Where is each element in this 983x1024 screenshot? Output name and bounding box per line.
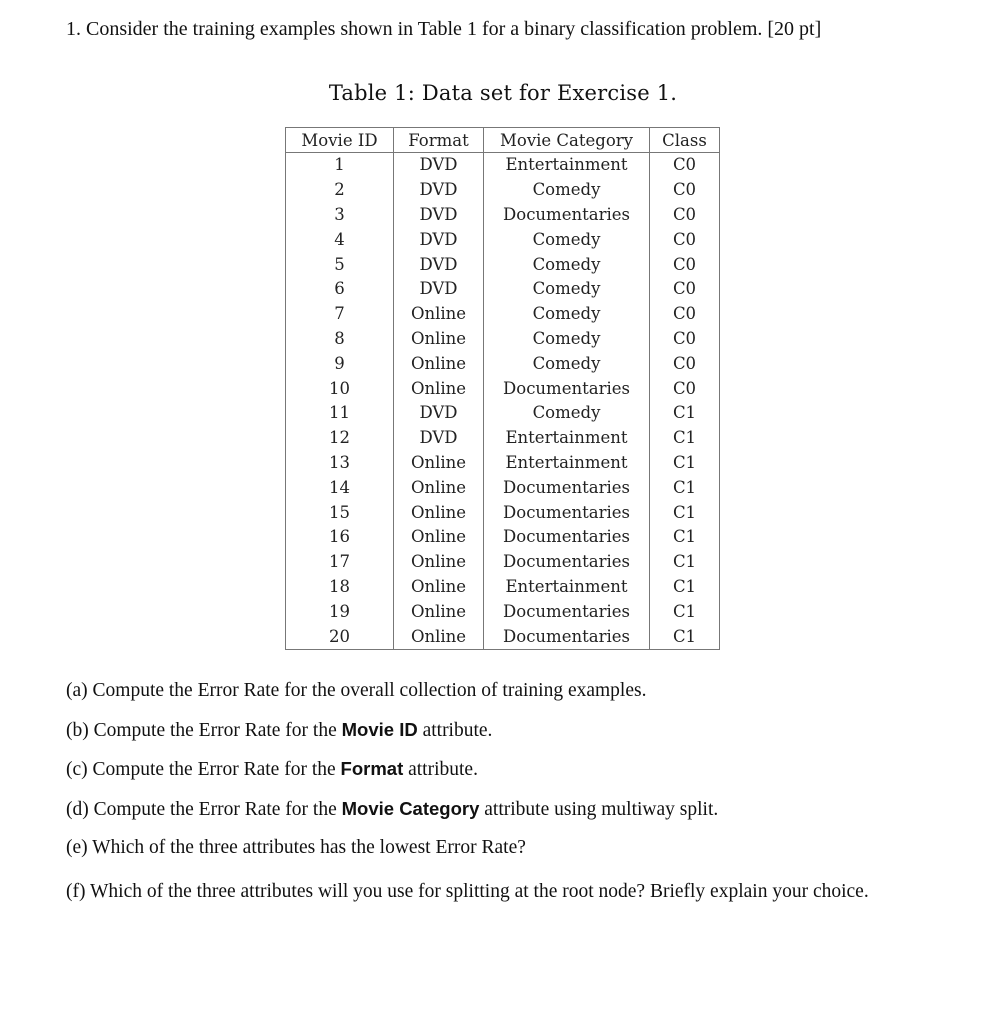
cell-format: Online [394, 624, 484, 649]
cell-movie-category: Entertainment [484, 426, 650, 451]
table-row [286, 327, 720, 352]
cell-class: C1 [650, 599, 720, 624]
cell-format: Online [394, 302, 484, 327]
cell-movie-id: 16 [286, 525, 394, 550]
cell-class: C0 [650, 351, 720, 376]
table-row [286, 203, 720, 228]
task-b [66, 715, 946, 754]
cell-format: Online [394, 525, 484, 550]
cell-movie-id: 13 [286, 451, 394, 476]
cell-movie-category: Comedy [484, 252, 650, 277]
cell-class: C1 [650, 575, 720, 600]
cell-movie-category: Entertainment [484, 153, 650, 178]
cell-format: DVD [394, 277, 484, 302]
task-f-text: (f) Which of the three attributes will you use for splitting at the root node? Briefly explain your choice. [66, 880, 869, 902]
cell-class: C0 [650, 376, 720, 401]
table-row [286, 575, 720, 600]
cell-class: C1 [650, 426, 720, 451]
cell-movie-id: 12 [286, 426, 394, 451]
table-row [286, 277, 720, 302]
table-row [286, 401, 720, 426]
task-b-keyword: Movie ID [341, 719, 418, 741]
cell-class: C1 [650, 624, 720, 649]
cell-class: C0 [650, 302, 720, 327]
table-row [286, 451, 720, 476]
cell-format: DVD [394, 153, 484, 178]
table-row [286, 599, 720, 624]
table-caption: Table 1: Data set for Exercise 1. [328, 81, 678, 105]
cell-movie-category: Comedy [484, 277, 650, 302]
cell-movie-category: Documentaries [484, 550, 650, 575]
task-d-suffix: attribute using multiway split. [479, 798, 719, 820]
cell-movie-category: Comedy [484, 302, 650, 327]
task-c-suffix: attribute. [403, 759, 478, 781]
header-class: Class [650, 128, 720, 153]
cell-class: C1 [650, 525, 720, 550]
cell-class: C0 [650, 277, 720, 302]
header-movie-id: Movie ID [286, 128, 394, 153]
table-row [286, 624, 720, 649]
cell-movie-id: 15 [286, 500, 394, 525]
table-row [286, 525, 720, 550]
task-c [66, 754, 946, 793]
task-b-suffix: attribute. [417, 720, 493, 742]
table-row [286, 178, 720, 203]
task-c-keyword: Format [340, 758, 404, 780]
table-body [286, 153, 720, 650]
task-b-text: (b) Compute the Error Rate for the [66, 720, 342, 742]
cell-movie-category: Comedy [484, 327, 650, 352]
cell-class: C1 [650, 550, 720, 575]
cell-class: C1 [650, 500, 720, 525]
cell-format: Online [394, 475, 484, 500]
cell-format: Online [394, 351, 484, 376]
task-e-text: (e) Which of the three attributes has the lowest Error Rate? [66, 836, 526, 858]
task-a-text: (a) Compute the Error Rate for the overall collection of training examples. [66, 680, 647, 701]
cell-format: Online [394, 599, 484, 624]
cell-movie-category: Comedy [484, 401, 650, 426]
cell-format: DVD [394, 203, 484, 228]
cell-class: C1 [650, 475, 720, 500]
cell-format: DVD [394, 227, 484, 252]
cell-format: Online [394, 451, 484, 476]
header-movie-category: Movie Category [484, 128, 650, 153]
cell-format: DVD [394, 426, 484, 451]
task-c-text: (c) Compute the Error Rate for the [66, 759, 341, 781]
cell-movie-id: 3 [286, 203, 394, 228]
cell-movie-category: Entertainment [484, 451, 650, 476]
header-format: Format [394, 128, 484, 153]
cell-format: Online [394, 327, 484, 352]
cell-format: Online [394, 550, 484, 575]
table-row [286, 426, 720, 451]
cell-class: C0 [650, 203, 720, 228]
cell-class: C0 [650, 252, 720, 277]
cell-format: DVD [394, 252, 484, 277]
table-row [286, 475, 720, 500]
cell-movie-category: Entertainment [484, 575, 650, 600]
cell-movie-id: 4 [286, 227, 394, 252]
table-row [286, 252, 720, 277]
cell-movie-category: Documentaries [484, 525, 650, 550]
cell-movie-category: Comedy [484, 351, 650, 376]
cell-movie-id: 19 [286, 599, 394, 624]
cell-movie-id: 14 [286, 475, 394, 500]
task-d-text: (d) Compute the Error Rate for the [66, 798, 342, 820]
cell-movie-category: Documentaries [484, 203, 650, 228]
cell-movie-id: 1 [286, 153, 394, 178]
cell-movie-category: Documentaries [484, 475, 650, 500]
cell-format: Online [394, 575, 484, 600]
table-row [286, 227, 720, 252]
cell-movie-id: 5 [286, 252, 394, 277]
table-row [286, 153, 720, 178]
table-row [286, 376, 720, 401]
cell-movie-category: Documentaries [484, 624, 650, 649]
cell-class: C1 [650, 401, 720, 426]
cell-movie-id: 7 [286, 302, 394, 327]
cell-format: DVD [394, 401, 484, 426]
cell-format: Online [394, 500, 484, 525]
cell-movie-id: 18 [286, 575, 394, 600]
cell-class: C0 [650, 327, 720, 352]
cell-movie-id: 10 [286, 376, 394, 401]
cell-movie-category: Documentaries [484, 599, 650, 624]
cell-movie-category: Documentaries [484, 500, 650, 525]
question-title: 1. Consider the training examples shown in Table 1 for a binary classification problem. [20 pt] [66, 18, 822, 40]
task-a [66, 676, 946, 715]
cell-movie-id: 20 [286, 624, 394, 649]
task-d-keyword: Movie Category [341, 797, 480, 819]
task-list [66, 676, 946, 911]
cell-movie-category: Documentaries [484, 376, 650, 401]
cell-class: C0 [650, 153, 720, 178]
table-row [286, 550, 720, 575]
table-row [286, 500, 720, 525]
table-row [286, 351, 720, 376]
table-row [286, 302, 720, 327]
cell-movie-category: Comedy [484, 227, 650, 252]
table-header-row [286, 128, 720, 153]
cell-movie-id: 2 [286, 178, 394, 203]
cell-class: C0 [650, 178, 720, 203]
cell-movie-id: 11 [286, 401, 394, 426]
cell-movie-category: Comedy [484, 178, 650, 203]
cell-format: DVD [394, 178, 484, 203]
cell-movie-id: 17 [286, 550, 394, 575]
task-d [66, 794, 946, 833]
data-table [285, 127, 720, 650]
cell-movie-id: 9 [286, 351, 394, 376]
cell-format: Online [394, 376, 484, 401]
cell-movie-id: 6 [286, 277, 394, 302]
task-e [66, 833, 946, 872]
cell-class: C0 [650, 227, 720, 252]
cell-class: C1 [650, 451, 720, 476]
task-f [66, 872, 946, 912]
cell-movie-id: 8 [286, 327, 394, 352]
